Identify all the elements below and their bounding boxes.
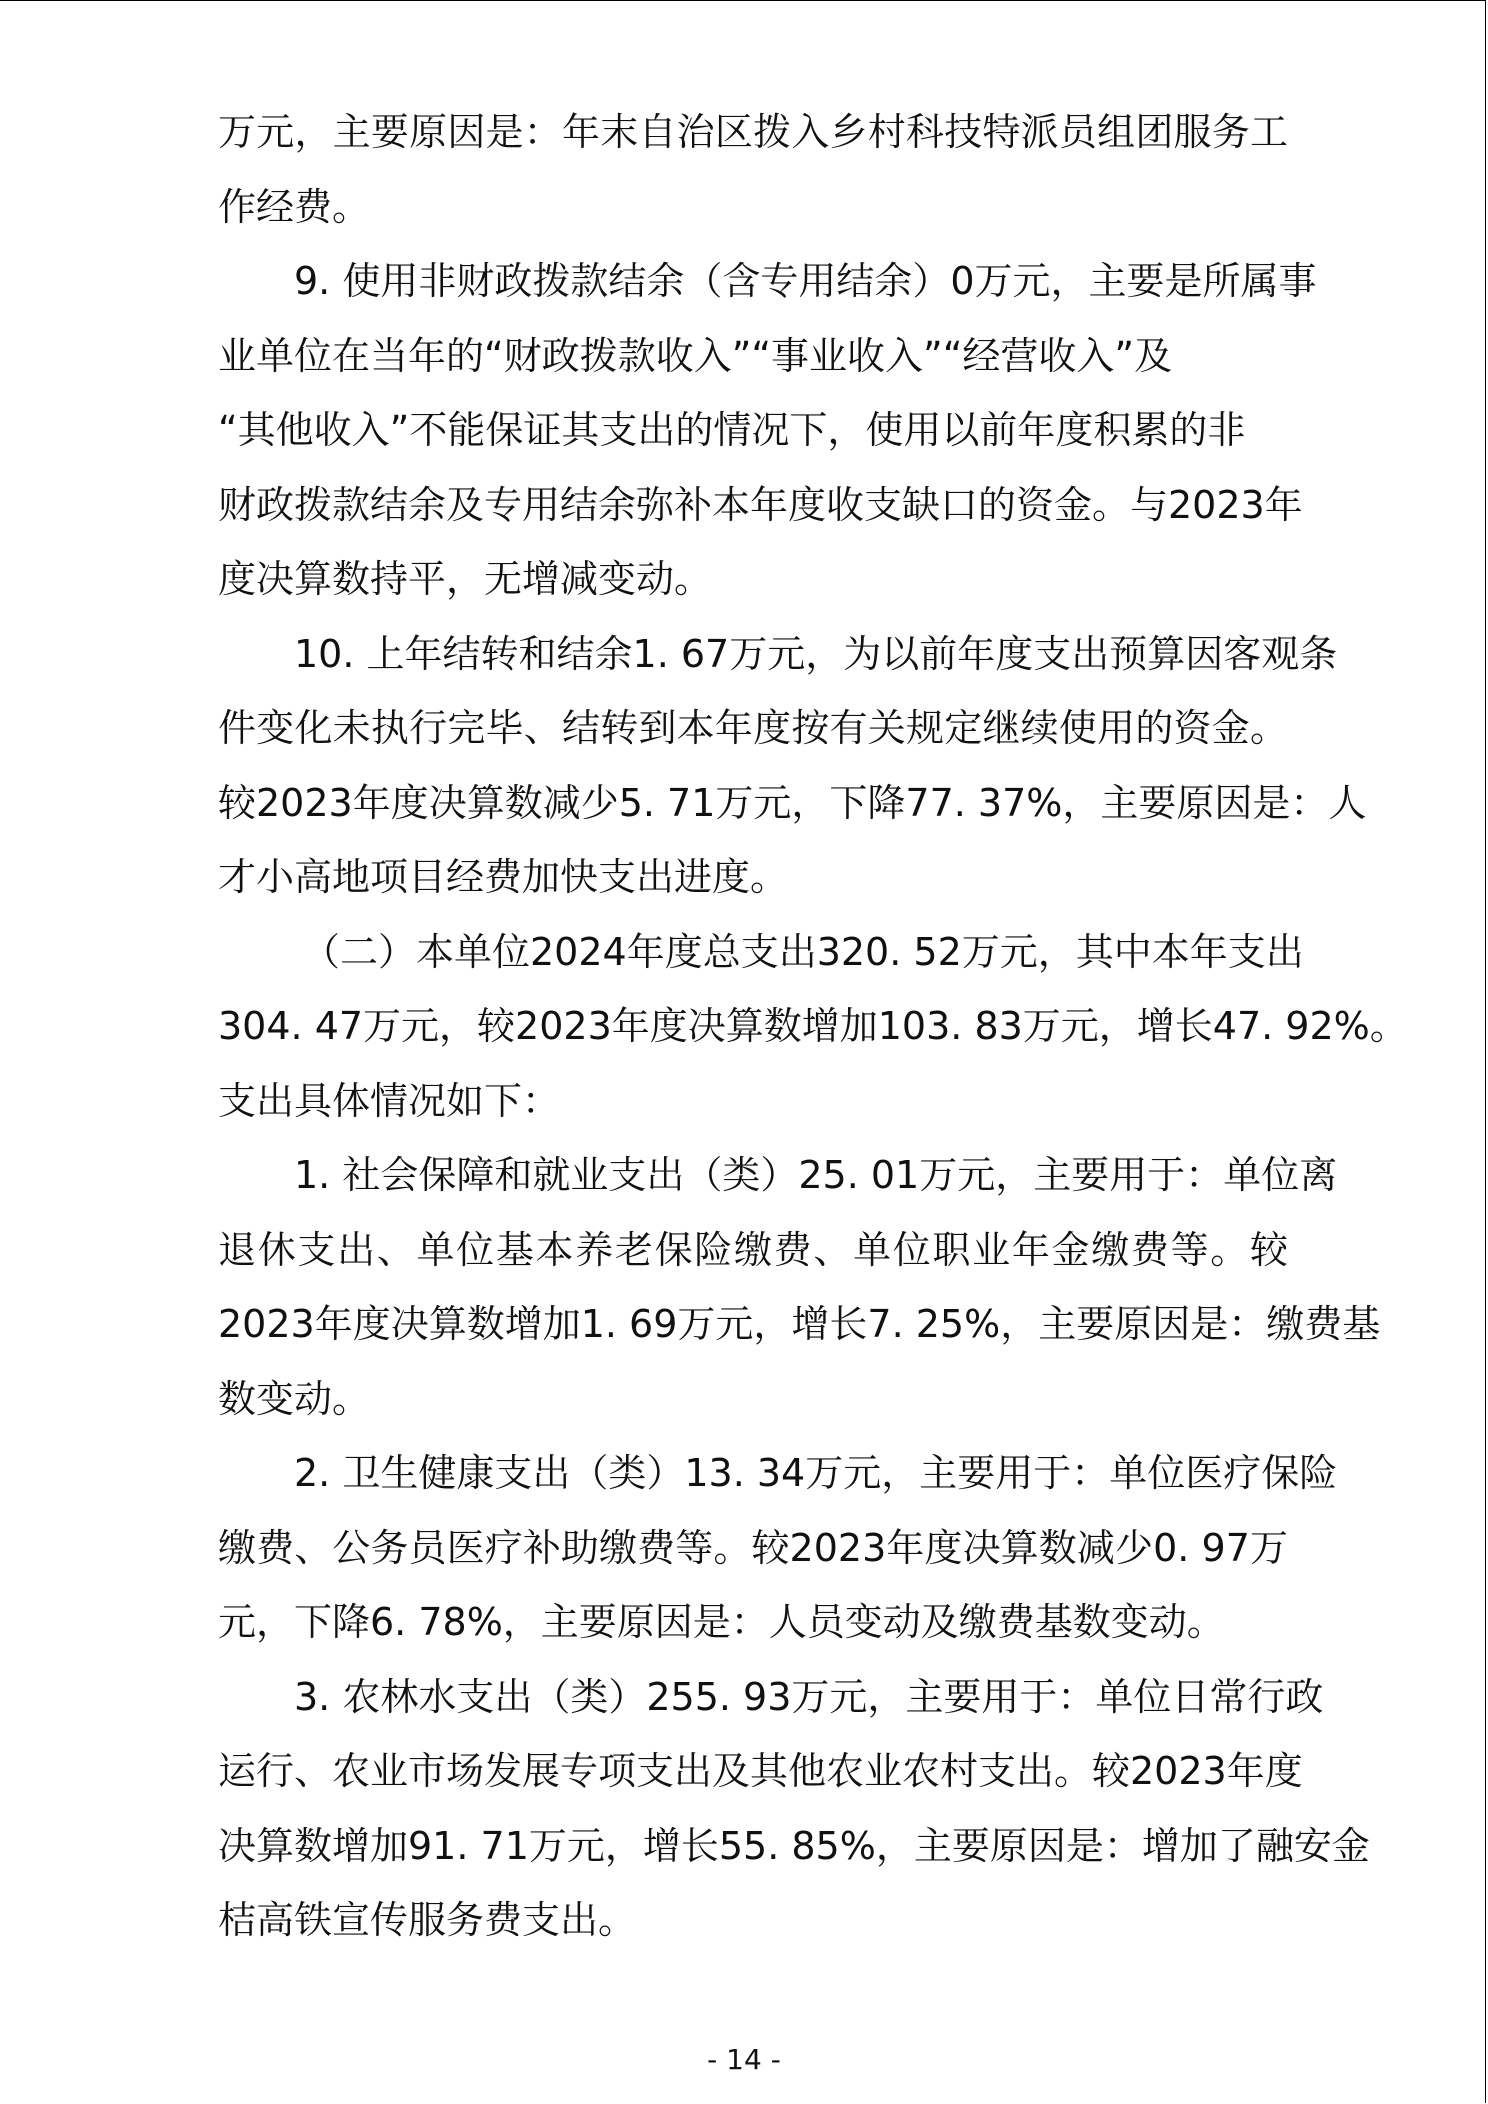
text-line: 较2023年度决算数减少5. 71万元，下降77. 37%，主要原因是：人 xyxy=(218,780,1367,825)
text-line: 决算数增加91. 71万元，增长55. 85%，主要原因是：增加了融安金 xyxy=(218,1823,1370,1868)
text-line: 才小高地项目经费加快支出进度。 xyxy=(218,855,789,899)
text-line: （二）本单位2024年度总支出320. 52万元，其中本年支出 xyxy=(302,929,1304,974)
text-line: 10. 上年结转和结余1. 67万元，为以前年度支出预算因客观条 xyxy=(294,631,1338,676)
text-line: “其他收入”不能保证其支出的情况下，使用以前年度积累的非 xyxy=(218,408,1246,452)
text-line: 度决算数持平，无增减变动。 xyxy=(218,557,713,601)
text-line: 1. 社会保障和就业支出（类）25. 01万元，主要用于：单位离 xyxy=(294,1153,1338,1197)
text-line: 304. 47万元，较2023年度决算数增加103. 83万元，增长47. 92%。 xyxy=(218,1004,1408,1048)
text-line: 件变化未执行完毕、结转到本年度按有关规定继续使用的资金。 xyxy=(218,706,1288,750)
text-line: 支出具体情况如下： xyxy=(218,1078,561,1123)
text-line: 2023年度决算数增加1. 69万元，增长7. 25%，主要原因是：缴费基 xyxy=(218,1302,1381,1346)
text-line: 桔高铁宣传服务费支出。 xyxy=(218,1898,637,1942)
text-line: 运行、农业市场发展专项支出及其他农业农村支出。较2023年度 xyxy=(218,1749,1303,1793)
text-line: 作经费。 xyxy=(218,184,371,229)
body-text xyxy=(218,95,1408,1958)
text-line: 2. 卫生健康支出（类）13. 34万元，主要用于：单位医疗保险 xyxy=(294,1451,1338,1495)
text-line: 业单位在当年的“财政拨款收入”“事业收入”“经营收入”及 xyxy=(218,333,1173,378)
text-line: 缴费、公务员医疗补助缴费等。较2023年度决算数减少0. 97万 xyxy=(218,1525,1288,1570)
text-line: 万元，主要原因是：年末自治区拨入乡村科技特派员组团服务工 xyxy=(218,110,1288,154)
text-line: 数变动。 xyxy=(218,1376,371,1421)
text-line: 3. 农林水支出（类）255. 93万元，主要用于：单位日常行政 xyxy=(294,1674,1324,1719)
text-line: 9. 使用非财政拨款结余（含专用结余）0万元，主要是所属事 xyxy=(294,259,1317,303)
text-line: 退休支出、单位基本养老保险缴费、单位职业年金缴费等。较 xyxy=(218,1227,1288,1272)
text-line: 财政拨款结余及专用结余弥补本年度收支缺口的资金。与2023年 xyxy=(218,482,1303,527)
text-line: 元，下降6. 78%，主要原因是：人员变动及缴费基数变动。 xyxy=(218,1600,1225,1644)
page-number: - 14 - xyxy=(707,2043,781,2076)
